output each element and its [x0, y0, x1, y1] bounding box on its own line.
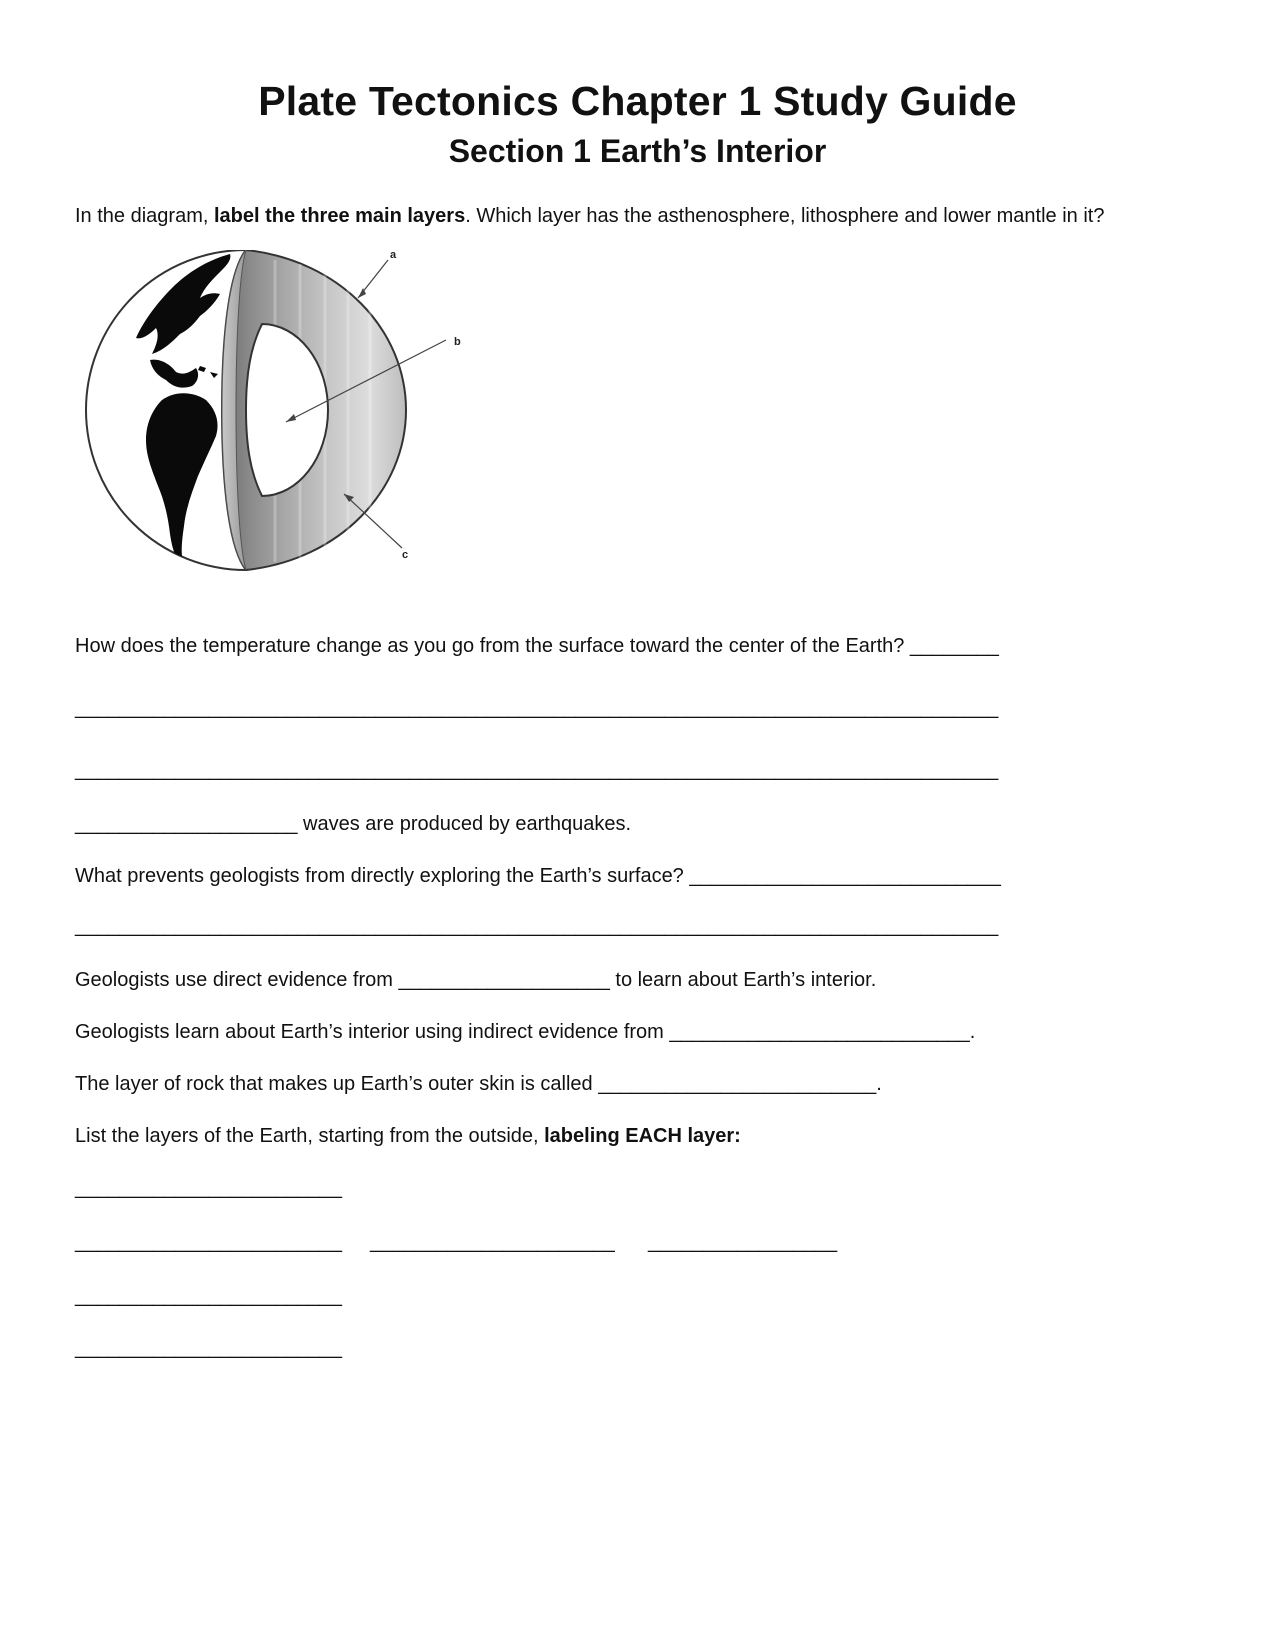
question-outer-skin: The layer of rock that makes up Earth’s outer skin is called _________________________. [75, 1073, 882, 1095]
diagram-label-c: c [402, 549, 409, 561]
section-title: Section 1 Earth’s Interior [448, 133, 827, 169]
question-emphasis: labeling EACH layer: [544, 1125, 741, 1147]
page-title: Plate Tectonics Chapter 1 Study Guide [258, 78, 1017, 124]
question-direct-evidence: Geologists use direct evidence from ___________________ to learn about Earth’s interior. [75, 969, 877, 991]
diagram-label-a: a [390, 250, 397, 261]
question-temperature: How does the temperature change as you go from the surface toward the center of the Earth? ________ [75, 635, 999, 657]
layer-blank[interactable]: ________________________ [75, 1337, 342, 1359]
question-label-layers [75, 204, 1104, 228]
answer-line[interactable]: ___________________________________________________________________________________ [75, 759, 999, 781]
question-text: List the layers of the Earth, starting from the outside, [75, 1125, 545, 1147]
question-indirect-evidence: Geologists learn about Earth’s interior using indirect evidence from ___________________________. [75, 1021, 976, 1043]
answer-line[interactable]: ___________________________________________________________________________________ [75, 697, 999, 719]
question-text: In the diagram, [75, 205, 214, 227]
layer-blank[interactable]: _________________ [648, 1231, 838, 1253]
answer-line[interactable]: ___________________________________________________________________________________ [75, 915, 999, 937]
question-prevents: What prevents geologists from directly exploring the Earth’s surface? ____________________________ [75, 865, 1001, 887]
question-waves: ____________________ waves are produced by earthquakes. [75, 813, 631, 835]
layer-blank[interactable]: ________________________ [75, 1285, 342, 1307]
diagram-label-b: b [454, 336, 461, 348]
question-text: . Which layer has the asthenosphere, lithosphere and lower mantle in it? [465, 205, 1105, 227]
question-list-layers [75, 1124, 741, 1148]
question-emphasis: label the three main layers [213, 205, 466, 227]
layer-blank[interactable]: ________________________ [75, 1177, 342, 1199]
earth-interior-diagram [80, 250, 500, 600]
layer-blank[interactable]: ________________________ [75, 1231, 342, 1253]
layer-blank[interactable]: ______________________ [370, 1231, 615, 1253]
